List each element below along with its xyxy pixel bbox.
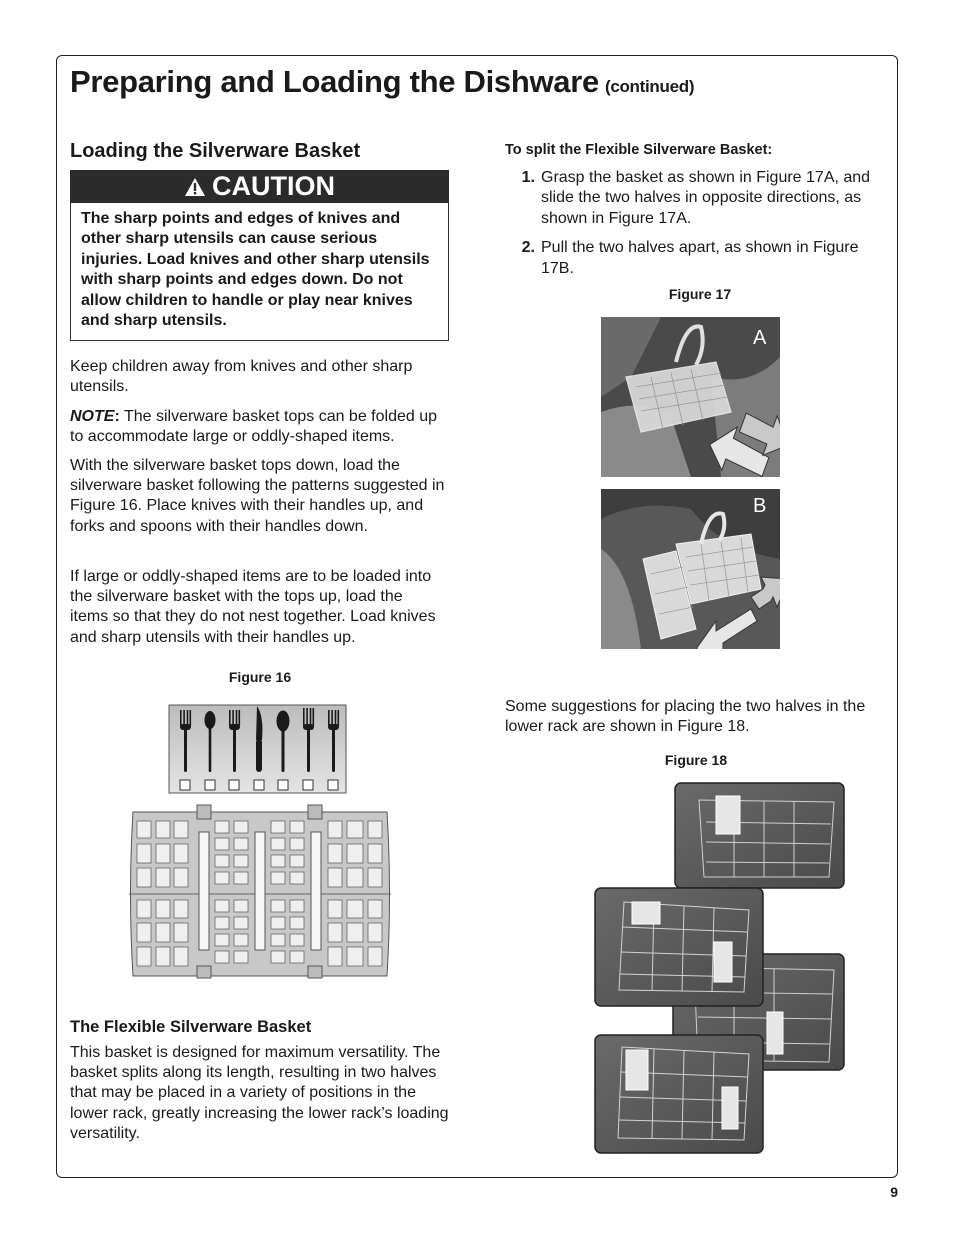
- figure-18-photo-stack: [594, 782, 846, 1160]
- silverware-basket-diagram: [125, 700, 395, 982]
- section-title: Loading the Silverware Basket: [70, 140, 361, 162]
- para-children: Keep children away from knives and other sharp utensils.: [70, 358, 413, 396]
- para-loading: With the silverware basket tops down, load the silverware basket following the patterns suggested in Figure 16. Place knives with their handles up, and forks and spoons with their handles down.: [70, 457, 445, 535]
- figure-18-label: Figure 18: [664, 752, 728, 768]
- page-number: 9: [890, 1184, 898, 1200]
- flexible-basket-text: This basket is designed for maximum versatility. The basket splits along its length, resulting in two halves that may be placed in a variety of positions in the lower rack, greatly increasing the lower rack’s loading versatility.: [70, 1044, 449, 1142]
- warning-triangle-icon: [184, 177, 206, 197]
- flexible-basket-title: The Flexible Silverware Basket: [70, 1018, 312, 1036]
- title-continued: (continued): [604, 77, 695, 96]
- note-label: NOTE: [70, 408, 115, 425]
- para-oddly-shaped: If large or oddly-shaped items are to be loaded into the silverware basket with the tops up, load the items so that they do not nest together. Load knives and sharp utensils with their handles up.: [70, 568, 436, 646]
- caution-text: The sharp points and edges of knives and other sharp utensils can cause serious injuries. Load knives and other sharp utensils with sharp points and edges down. Do not allow children to handle or play near knives and sharp utensils.: [70, 203, 449, 341]
- page-title: Preparing and Loading the Dishware (continued): [70, 64, 695, 99]
- figure-17b-photo: [601, 489, 780, 649]
- step-2: 2. Pull the two halves apart, as shown in Figure 17B.: [521, 239, 859, 277]
- caution-banner: [70, 170, 449, 203]
- photo-b-letter: B: [753, 495, 767, 517]
- figure-17-label: Figure 17: [668, 286, 732, 302]
- figure-16-label: Figure 16: [228, 669, 292, 685]
- figure-17a-photo: [601, 317, 780, 477]
- split-steps-list: [505, 168, 895, 279]
- split-basket-title: To split the Flexible Silverware Basket:: [505, 142, 773, 158]
- suggestions-text: Some suggestions for placing the two halves in the lower rack are shown in Figure 18.: [505, 698, 866, 736]
- caution-label: CAUTION: [212, 171, 335, 201]
- photo-a-letter: A: [753, 327, 767, 349]
- dishwasher-rack-images: [594, 782, 846, 1160]
- note-paragraph: NOTE: The silverware basket tops can be folded up to accommodate large or oddly-shaped items.: [70, 408, 438, 446]
- step-1: 1. Grasp the basket as shown in Figure 17A, and slide the two halves in opposite directions, as shown in Figure 17A.: [521, 169, 871, 227]
